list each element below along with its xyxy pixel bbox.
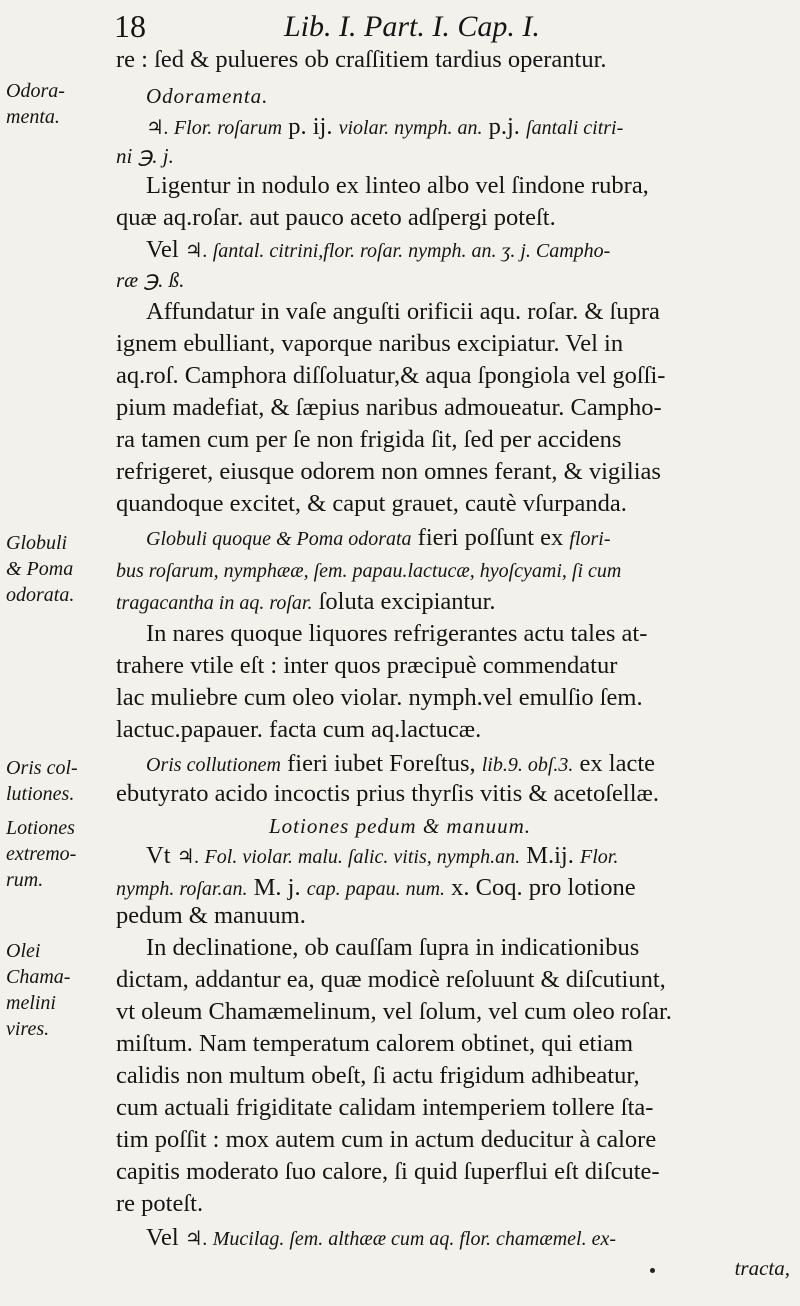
text-line: bus roſarum, nymphææ, ſem. papau.lactucæ, hyoſcyami, ſi cum [116, 560, 622, 582]
text-line: lac muliebre cum oleo violar. nymph.vel emulſio ſem. [116, 684, 643, 711]
text-line: aq.roſ. Camphora diſſoluatur,& aqua ſpongiola vel goſſi- [116, 362, 666, 389]
recipe-line: Vt ♃. Fol. violar. malu. ſalic. vitis, nymph.an. M.ij. Flor. [146, 842, 619, 869]
text-line: lactuc.papauer. facta cum aq.lactucæ. [116, 716, 482, 743]
margin-note-oris-collutiones: Oris col- lutiones. [6, 757, 78, 805]
text-line: quandoque excitet, & caput grauet, cautè vſurpanda. [116, 490, 627, 517]
catchword: tracta, [734, 1256, 790, 1280]
text-line: re : ſed & pulueres ob craſſitiem tardius operantur. [116, 46, 607, 73]
recipe-line: Vel ♃. ſantal. citrini,flor. roſar. nymph. an. ʒ. j. Campho- [146, 236, 611, 263]
running-head: Lib. I. Part. I. Cap. I. [284, 10, 540, 43]
text-line: quæ aq.roſar. aut pauco aceto adſpergi poteſt. [116, 204, 556, 231]
text-line: Ligentur in nodulo ex linteo albo vel ſindone rubra, [146, 172, 649, 199]
text-line: pedum & manuum. [116, 902, 306, 929]
text-line: dictam, addantur ea, quæ modicè reſoluunt & diſcutiunt, [116, 966, 666, 993]
margin-note-lotiones: Lotiones extremo- rum. [6, 817, 77, 891]
text-line: Oris collutionem fieri iubet Foreſtus, lib.9. obſ.3. ex lacte [146, 750, 656, 777]
recipe-line: nymph. roſar.an. M. j. cap. papau. num. x. Coq. pro lotione [116, 874, 636, 901]
text-line: miſtum. Nam temperatum calorem obtinet, qui etiam [116, 1030, 634, 1057]
page-header [114, 8, 740, 48]
text-line: cum actuali frigiditate calidam intemperiem tollere ſta- [116, 1094, 654, 1121]
recipe-line: ♃. Flor. roſarum p. ij. violar. nymph. an. p.j. ſantali citri- [146, 113, 624, 140]
text-line: ebutyrato acido incoctis prius thyrſis vitis & acetoſellæ. [116, 780, 659, 807]
text-line: vt oleum Chamæmelinum, vel ſolum, vel cum oleo roſar. [116, 998, 672, 1025]
text-line: calidis non multum obeſt, ſi actu frigidum adhibeatur, [116, 1062, 640, 1089]
margin-note-odoramenta: Odora- menta. [6, 80, 65, 128]
text-line: tim poſſit : mox autem cum in actum deducitur à calore [116, 1126, 657, 1153]
text-line: refrigeret, eiusque odorem non omnes ferant, & vigilias [116, 458, 661, 485]
text-line: Globuli quoque & Poma odorata fieri poſſunt ex flori- [146, 524, 611, 551]
recipe-line: Vel ♃. Mucilag. ſem. althææ cum aq. flor. chamæmel. ex- [146, 1224, 616, 1251]
page-number: 18 [114, 8, 146, 44]
text-line: In nares quoque liquores refrigerantes actu tales at- [146, 620, 648, 647]
margin-note-globuli: Globuli & Poma odorata. [6, 532, 75, 606]
recipe-line: ni ℈. j. [116, 144, 174, 168]
text-line: Affundatur in vaſe anguſti orificii aqu. roſar. & ſupra [146, 298, 660, 325]
text-line: pium madefiat, & ſæpius naribus admoueatur. Campho- [116, 394, 662, 421]
section-heading-odoramenta: Odoramenta. [146, 84, 269, 108]
text-line: tragacantha in aq. roſar. ſoluta excipiantur. [116, 588, 496, 615]
text-line: trahere vtile eſt : inter quos præcipuè commendatur [116, 652, 618, 679]
margin-note-olei-chamaemelini: Olei Chama- melini vires. [6, 940, 71, 1040]
text-line: re poteſt. [116, 1190, 204, 1217]
recipe-line: ræ ℈. ß. [116, 268, 185, 292]
text-line: ignem ebulliant, vaporque naribus excipiatur. Vel in [116, 330, 624, 357]
section-heading-lotiones: Lotiones pedum & manuum. [269, 814, 531, 838]
text-line: ra tamen cum per ſe non frigida ſit, ſed per accidens [116, 426, 622, 453]
ink-speck [650, 1268, 655, 1273]
text-line: In declinatione, ob cauſſam ſupra in indicationibus [146, 934, 640, 961]
text-line: capitis moderato ſuo calore, ſi quid ſuperflui eſt diſcute- [116, 1158, 660, 1185]
